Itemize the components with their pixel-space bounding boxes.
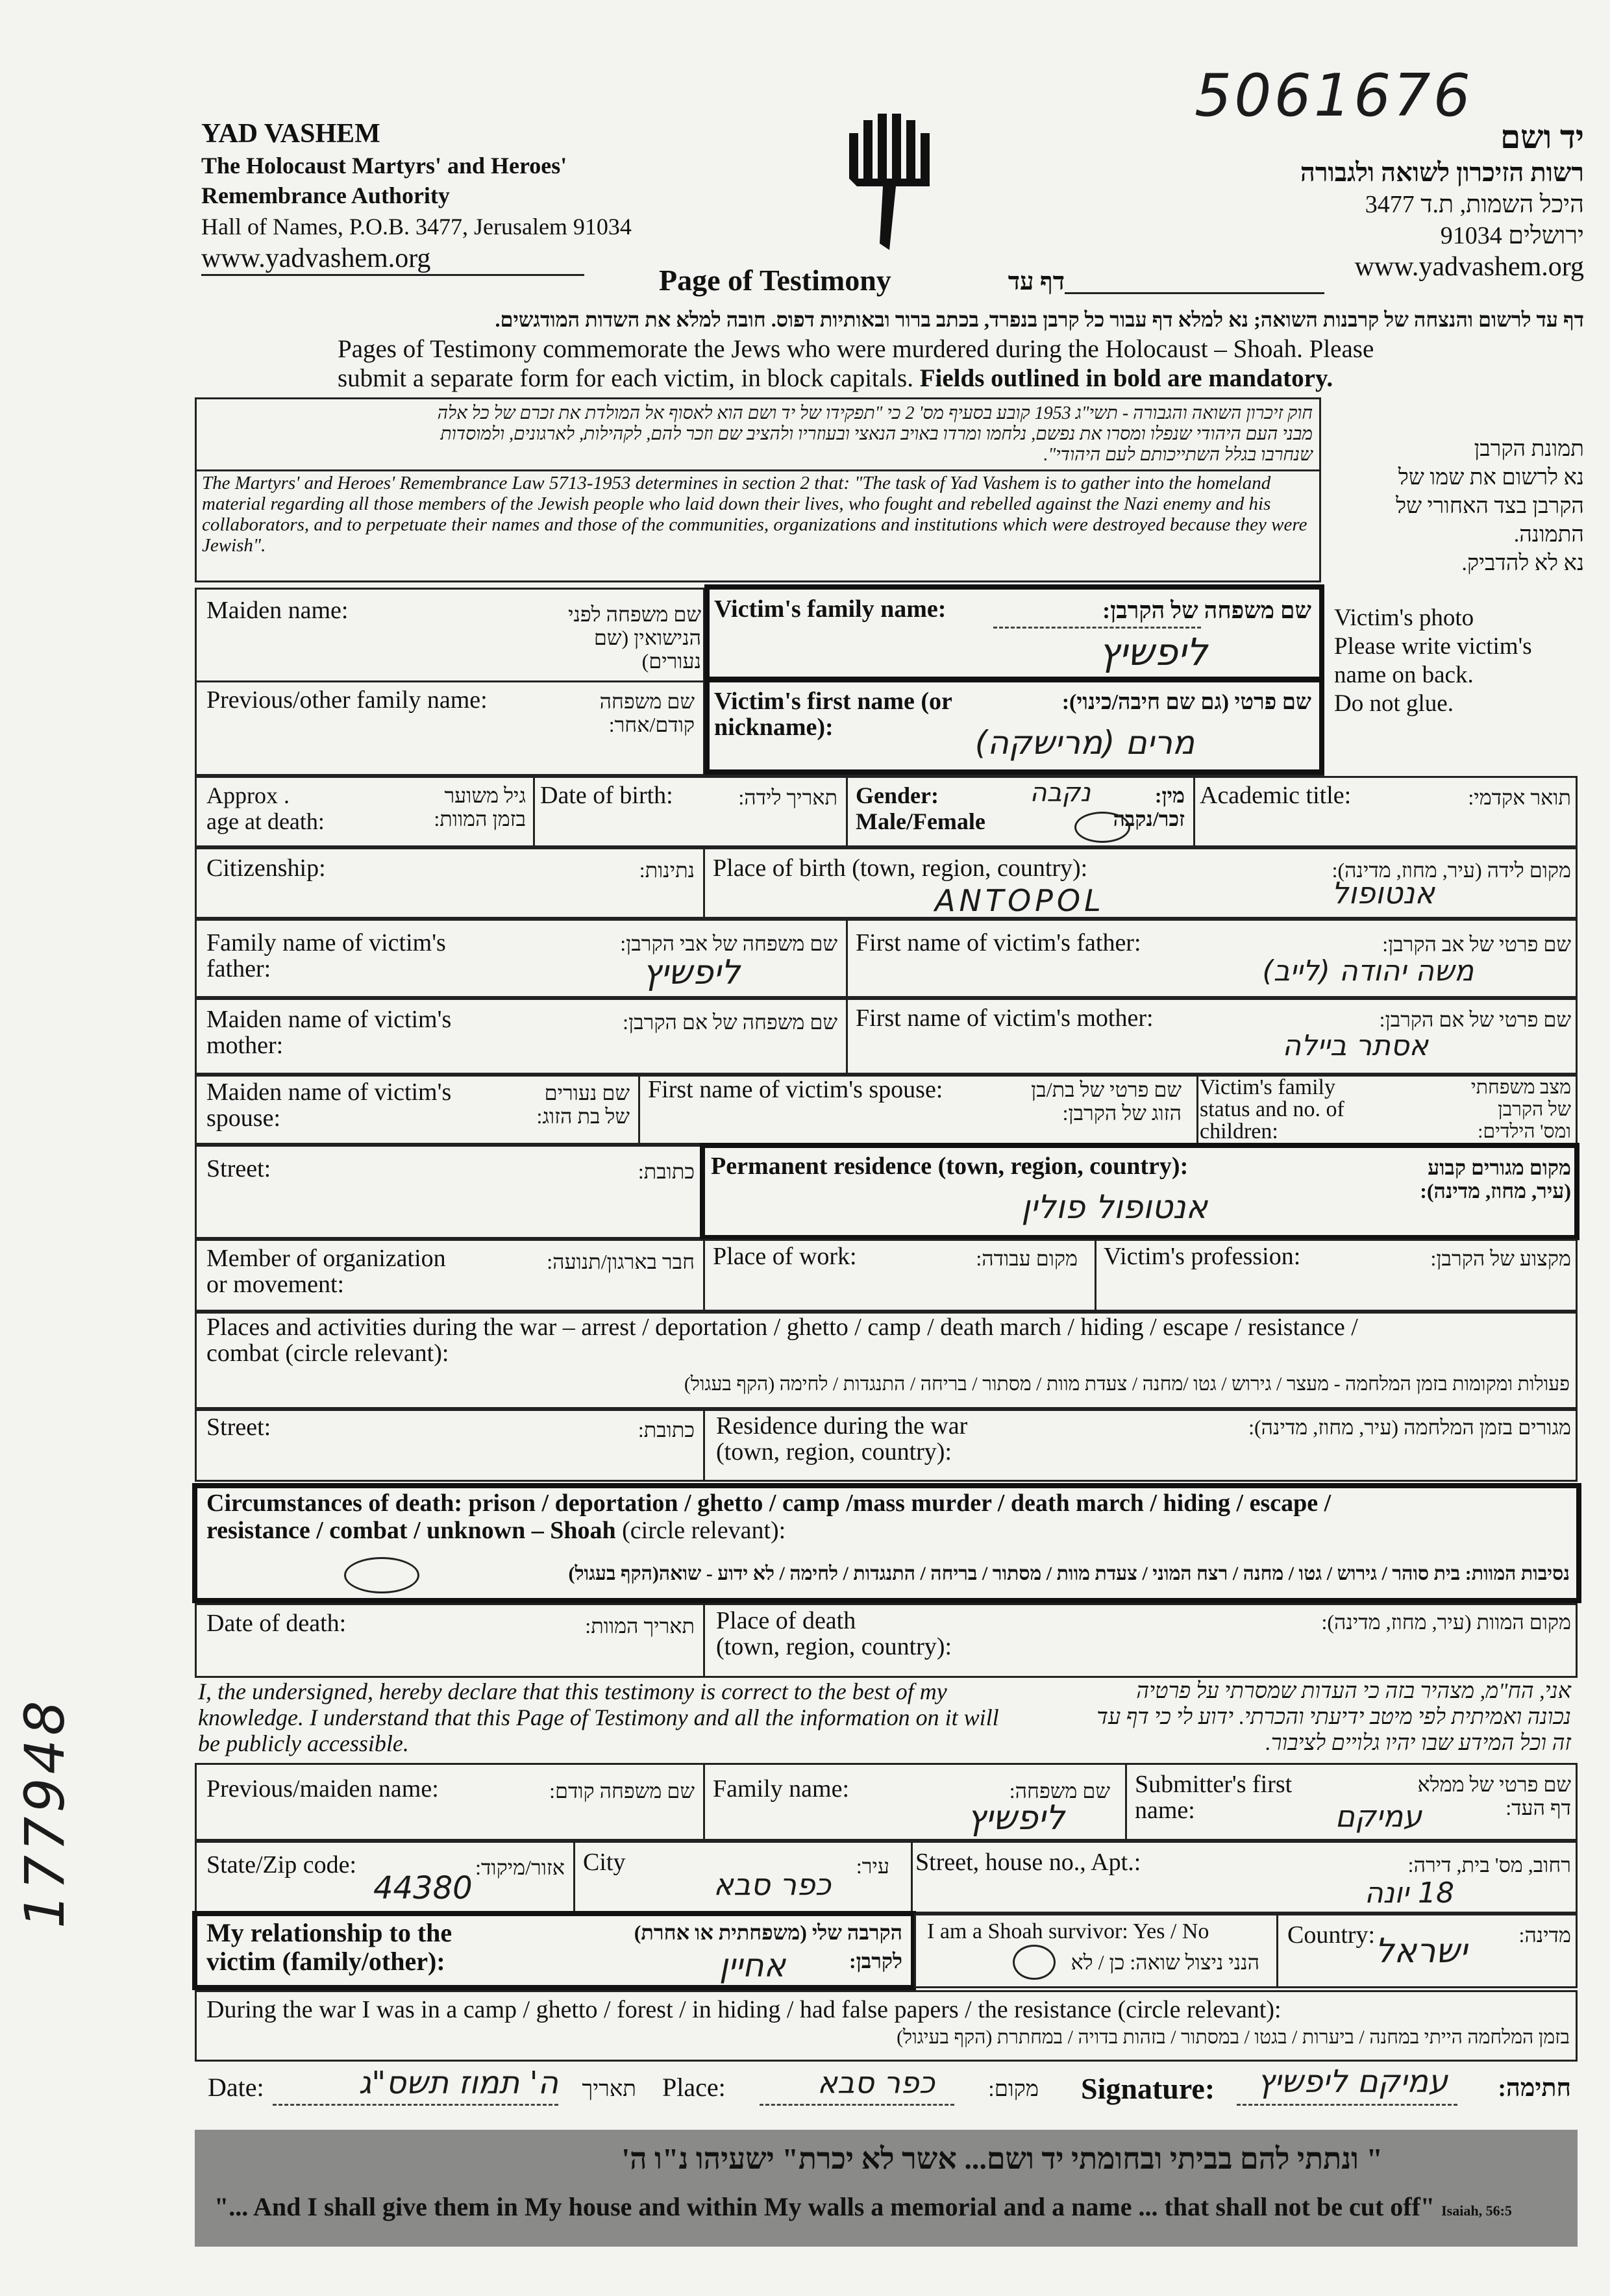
- intro-hebrew: דף עד לרשום והנצחה של קרבנות השואה; נא למלא דף עבור כל קרבן בנפרד, בכתב ברור ובאותיות דפוס. חובה למלא את השדות המודגשים.: [495, 308, 1584, 331]
- declaration-he-3: זה וכל המידע שבו יהיו גלויים לציבור.: [1265, 1731, 1571, 1755]
- date-label: Date:: [208, 2073, 264, 2102]
- father-family-label-1: Family name of victim's: [206, 929, 446, 956]
- death-date-label: Date of death:: [206, 1610, 347, 1637]
- v3: [1193, 778, 1195, 845]
- gender-he-2: זכר/נקבה: [1113, 807, 1185, 830]
- signature-label: Signature:: [1081, 2072, 1215, 2105]
- death-place-label-2: (town, region, country):: [716, 1633, 952, 1660]
- war-residence-label-2: (town, region, country):: [716, 1438, 952, 1466]
- v10: [1095, 1241, 1096, 1310]
- gender-circle: [1074, 812, 1130, 843]
- relationship-label: [206, 1919, 452, 1976]
- circumstances-label: [206, 1490, 1570, 1544]
- submitter-prev-maiden-label-he: שם משפחה קודם:: [549, 1779, 695, 1803]
- war-street-label-he: כתובת:: [638, 1418, 695, 1441]
- law-hebrew-2: מבני העם היהודי שנפלו ומסרו את נפשם, נלחמו ומרדו באויב הנאצי ובעוזריו ולהציב שם וזכר להם, לקהילות, לארגונים, ולמוסדות: [440, 424, 1313, 444]
- v13: [703, 1765, 705, 1839]
- mother-maiden-label-he: שם משפחה של אם הקרבן:: [623, 1010, 837, 1034]
- survivor-label-he: הנני ניצול שואה: כן / לא: [1071, 1951, 1259, 1974]
- country-label-he: מדינה:: [1518, 1923, 1571, 1947]
- academic-label-he: תואר אקדמי:: [1468, 786, 1571, 809]
- v6: [846, 1000, 848, 1073]
- website-en: www.yadvashem.org: [201, 243, 584, 276]
- photo-en-3: name on back.: [1334, 662, 1474, 688]
- v2: [846, 778, 848, 845]
- form-title-he: דף עד: [1008, 268, 1065, 295]
- spouse-maiden-he-1: שם נעורים: [544, 1081, 630, 1104]
- street-label: Street:: [206, 1155, 271, 1182]
- spouse-maiden-label-2: spouse:: [206, 1104, 280, 1132]
- intro-mandatory-note: Fields outlined in bold are mandatory.: [919, 364, 1333, 392]
- survivor-label: I am a Shoah survivor: Yes / No: [927, 1919, 1209, 1943]
- v16: [911, 1843, 913, 1912]
- photo-note-hebrew: [1324, 435, 1584, 578]
- birthplace-value-he[interactable]: אנטופול: [1331, 875, 1435, 910]
- mother-first-label: First name of victim's mother:: [856, 1004, 1154, 1032]
- father-first-label: First name of victim's father:: [856, 929, 1141, 956]
- signature-value[interactable]: עמיקם ליפשיץ: [1257, 2064, 1448, 2100]
- gender-label-2: Male/Female: [856, 808, 985, 834]
- spouse-maiden-label-1: Maiden name of victim's: [206, 1079, 452, 1106]
- birthplace-label: Place of birth (town, region, country):: [713, 855, 1088, 882]
- member-label-1: Member of organization: [206, 1245, 446, 1272]
- submitter-first-label-he: [1402, 1773, 1571, 1819]
- maiden-name-label: Maiden name:: [206, 597, 349, 624]
- birthplace-value-en[interactable]: ANTOPOL: [935, 883, 1105, 918]
- submitter-family-value[interactable]: ליפשיץ: [967, 1799, 1065, 1838]
- submitter-first-label-2: name:: [1135, 1797, 1195, 1824]
- submitter-first-label: [1135, 1771, 1292, 1823]
- spouse-first-label: First name of victim's spouse:: [648, 1076, 943, 1103]
- shoah-circle: [344, 1557, 419, 1593]
- circumstances-label-2: [206, 1517, 1570, 1544]
- citizenship-label: Citizenship:: [206, 855, 326, 882]
- academic-label: Academic title:: [1200, 782, 1352, 809]
- v5: [846, 921, 848, 996]
- prev-family-label-he: שם משפחה קודם/אחר:: [599, 690, 695, 736]
- age-label: [206, 782, 325, 834]
- circumstances-label-2b: (circle relevant):: [622, 1517, 786, 1544]
- intro-english-1: Pages of Testimony commemorate the Jews who were murdered during the Holocaust – Shoah. Please: [338, 335, 1374, 363]
- permanent-he-1: מקום מגורים קבוע: [1428, 1156, 1571, 1179]
- header-english: [201, 118, 721, 276]
- father-family-label: [206, 930, 446, 982]
- header-hebrew: [1169, 118, 1584, 282]
- survivor-no-circle: [1013, 1945, 1056, 1980]
- permanent-residence-label-he: [1337, 1156, 1571, 1203]
- street-label-he: כתובת:: [638, 1160, 695, 1183]
- intro-english-2: [338, 364, 1333, 393]
- spouse-first-he-2: הזוג של הקרבן:: [1062, 1101, 1182, 1125]
- v1: [533, 778, 535, 845]
- relationship-he-2: לקרבן:: [848, 1949, 902, 1973]
- handwritten-archive-number: 5061676: [1195, 62, 1473, 130]
- address-he1: היכל השמות, ת.ד 3477: [1365, 191, 1584, 218]
- photo-he-3: הקרבן בצד האחורי של: [1396, 494, 1584, 518]
- activities-label-2: combat (circle relevant):: [206, 1340, 449, 1367]
- relationship-label-1: My relationship to the: [206, 1918, 452, 1947]
- spouse-first-he-1: שם פרטי של בת/בן: [1031, 1078, 1182, 1101]
- date-line: [273, 2104, 558, 2106]
- footer-quote-band: [195, 2130, 1578, 2247]
- footer-quote-he: " ונתתי להם בביתי ובחומתי יד ושם... אשר לא יכרת" ישעיהו נ"ו ה': [621, 2142, 1383, 2175]
- v14: [1125, 1765, 1127, 1839]
- victim-first-name-value[interactable]: מרים (מרישקה): [974, 724, 1195, 762]
- dob-label: Date of birth:: [540, 782, 673, 809]
- gender-value[interactable]: נקבה: [1030, 778, 1091, 808]
- org-name-en: YAD VASHEM: [201, 119, 380, 149]
- victim-first-name-text: Victim's first name (or nickname):: [714, 688, 952, 741]
- during-war-label-he: בזמן המלחמה הייתי במחנה / ביערות / בגטו / במסתור / בזהות בדויה / במחתרת (הקף בעיגול): [897, 2027, 1570, 2048]
- war-street-label: Street:: [206, 1414, 271, 1441]
- father-family-value[interactable]: ליפשיץ: [642, 953, 740, 992]
- form-title-en: Page of Testimony: [659, 264, 891, 297]
- victim-family-name-value[interactable]: ליפשיץ: [1098, 630, 1208, 674]
- father-first-label-he: שם פרטי של אב הקרבן:: [1382, 932, 1571, 956]
- victim-family-name-label: Victim's family name:: [714, 595, 947, 623]
- declaration-he: [1026, 1678, 1571, 1756]
- death-date-label-he: תאריך המוות:: [585, 1614, 695, 1638]
- submitter-street-value[interactable]: 18 יונה: [1364, 1877, 1454, 1910]
- photo-he-2: נא לרשום את שמו של: [1398, 466, 1584, 490]
- family-status-2: status and no. of: [1200, 1097, 1344, 1121]
- v11: [703, 1411, 705, 1480]
- submitter-first-label-1: Submitter's first: [1135, 1771, 1293, 1798]
- death-place-label-he: מקום המוות (עיר, מחוז, מדינה):: [1321, 1610, 1571, 1634]
- signature-line: [1237, 2104, 1457, 2106]
- family-status-he-1: מצב משפחתי: [1470, 1077, 1571, 1098]
- war-residence-label-1: Residence during the war: [716, 1412, 968, 1440]
- spouse-first-label-he: [1013, 1078, 1182, 1125]
- law-box: [195, 397, 1321, 582]
- submitter-first-value[interactable]: עמיקם: [1335, 1799, 1422, 1834]
- age-he-2: בזמן המוות:: [434, 807, 526, 830]
- father-first-value[interactable]: משה יהודה (לייב): [1262, 955, 1474, 988]
- activities-label-he: פעולות ומקומות בזמן המלחמה - מעצר / גירוש / גטו /מחנה / צעדת מוות / מסתור / בריחה / התנגדות / לחימה (הקף בעגול): [684, 1373, 1570, 1395]
- activities-label: [206, 1314, 1570, 1366]
- permanent-he-2: (עיר, מחוז, מדינה):: [1420, 1179, 1571, 1203]
- workplace-label: Place of work:: [713, 1243, 857, 1270]
- photo-he-5: נא לא להדביק.: [1461, 551, 1584, 575]
- photo-en-4: Do not glue.: [1334, 690, 1454, 717]
- org-sub1-en: The Holocaust Martyrs' and Heroes': [201, 153, 567, 179]
- mother-maiden-label-1: Maiden name of victim's: [206, 1006, 452, 1033]
- permanent-residence-value[interactable]: אנטופול פולין: [1021, 1188, 1208, 1226]
- v7: [638, 1077, 640, 1143]
- relationship-value[interactable]: אחיין: [719, 1947, 786, 1984]
- address-en: Hall of Names, P.O.B. 3477, Jerusalem 91034: [201, 214, 632, 240]
- age-label-2: age at death:: [206, 808, 325, 834]
- org-name-he: יד ושם: [1500, 119, 1584, 155]
- photo-he-1: תמונת הקרבן: [1474, 437, 1584, 461]
- workplace-label-he: מקום עבודה:: [976, 1247, 1078, 1270]
- declaration-en: I, the undersigned, hereby declare that this testimony is correct to the best of my knowledge. I understand that this Page of Testimony and all the information on it will be publicly accessible.: [198, 1678, 999, 1756]
- v9: [703, 1241, 705, 1310]
- circumstances-label-1: Circumstances of death: prison / deportation / ghetto / camp /mass murder / death march / hiding / escape /: [206, 1490, 1331, 1517]
- maiden-name-label-he: שם משפחה לפני הנישואין (שם נעורים): [568, 603, 701, 673]
- age-he-1: גיל משוער: [444, 784, 526, 807]
- declaration-he-2: נכונה ואמיתית לפי מיטב ידיעתי והכרתי. ידוע לי כי דף עד: [1096, 1705, 1571, 1729]
- victim-first-name-label-he: שם פרטי (גם שם חיבה/כינוי):: [1061, 690, 1311, 714]
- relationship-he-1: הקרבה שלי (משפחתית או אחרת): [634, 1921, 902, 1944]
- spouse-maiden-he-2: של בת הזוג:: [536, 1104, 630, 1128]
- submitter-street-label-he: רחוב, מס' בית, דירה:: [1407, 1853, 1571, 1877]
- footer-quote-en-text: "... And I shall give them in My house and within My walls a memorial and a name ... that shall not be cut off": [214, 2192, 1435, 2221]
- submitter-first-he-1: שם פרטי של ממלא: [1417, 1773, 1571, 1796]
- member-label-he: חבר בארגון/תנועה:: [547, 1250, 695, 1273]
- law-english: The Martyrs' and Heroes' Remembrance Law 5713-1953 determines in section 2 that: "The task of Yad Vashem is to gather into the homeland material regarding all those members of the Jewish people who laid down their lives, who fought and rebelled against the Nazi enemy and his collaborators, and to perpetuate their names and those of the communities, organizations and institutions which were destroyed because they were Jewish".: [202, 473, 1307, 556]
- member-label-2: or movement:: [206, 1271, 345, 1298]
- death-place-label-1: Place of death: [716, 1607, 856, 1634]
- gender-label-1: Gender:: [856, 782, 939, 808]
- photo-en-1: Victim's photo: [1334, 605, 1474, 631]
- address-he2: ירושלים 91034: [1440, 222, 1584, 249]
- member-label: [206, 1245, 446, 1297]
- v8: [1196, 1077, 1198, 1143]
- submitter-first-he-2: דף העד:: [1505, 1796, 1571, 1819]
- v17: [1276, 1915, 1278, 1986]
- intro-english-2-text: submit a separate form for each victim, in block capitals.: [338, 364, 913, 392]
- v15: [573, 1843, 575, 1912]
- submitter-street-label: Street, house no., Apt.:: [915, 1849, 1141, 1876]
- title-underline: [1065, 292, 1324, 294]
- footer-quote-ref: Isaiah, 56:5: [1441, 2202, 1512, 2219]
- law-hebrew-3: שנחרבו בגלל השתייכותם לעם היהודי".: [1043, 445, 1313, 465]
- declaration-he-1: אני, הח"מ, מצהיר בזה כי העדות שמסרתי על פרטיה: [1136, 1679, 1571, 1703]
- zip-label: State/Zip code:: [206, 1851, 357, 1878]
- mother-first-value[interactable]: אסתר ביילה: [1282, 1029, 1428, 1062]
- country-value[interactable]: ישראל: [1374, 1932, 1467, 1971]
- father-family-label-he: שם משפחה של אבי הקרבן:: [620, 932, 837, 955]
- submitter-prev-maiden-label: Previous/maiden name:: [206, 1775, 439, 1803]
- dob-label-he: תאריך לידה:: [738, 786, 837, 809]
- mother-maiden-label: [206, 1006, 451, 1058]
- org-sub2-en: Remembrance Authority: [201, 182, 450, 208]
- footer-quote-en: [195, 2176, 1578, 2222]
- submitter-family-label: Family name:: [713, 1775, 850, 1803]
- gender-label: [856, 782, 985, 834]
- city-label-he: עיר:: [856, 1854, 889, 1878]
- family-name-line: [993, 627, 1201, 629]
- family-status-he-2: של הקרבן: [1498, 1099, 1571, 1120]
- age-label-1: Approx .: [206, 782, 290, 808]
- family-status-1: Victim's family: [1200, 1075, 1335, 1099]
- place-line: [760, 2104, 954, 2106]
- yad-vashem-logo: [844, 114, 935, 256]
- family-status-label-he: [1428, 1077, 1571, 1143]
- death-place-label: [716, 1608, 952, 1660]
- zip-value[interactable]: 44380: [373, 1870, 473, 1906]
- place-value[interactable]: כפר סבא: [817, 2065, 935, 2100]
- city-label: City: [583, 1849, 626, 1876]
- law-hebrew-1: חוק זיכרון השואה והגבורה - תשי"ג 1953 קובע בסעיף מס' 2 כי "תפקידו של יד ושם הוא לאסוף אל המולדת את זכרם של כל אלה: [437, 403, 1313, 423]
- family-status-he-3: ומס' הילדים:: [1478, 1121, 1571, 1142]
- circumstances-label-he: נסיבות המוות: בית סוהר / גירוש / גטו / מחנה / רצח המוני / צעדת מוות / מסתור / בריחה / התנגדות / לחימה / לא ידוע - שואה(הקף בעגול): [568, 1563, 1570, 1584]
- country-label: Country:: [1287, 1921, 1376, 1949]
- signature-label-he: חתימה:: [1498, 2075, 1571, 2102]
- war-residence-label-he: מגורים בזמן המלחמה (עיר, מחוז, מדינה):: [1248, 1416, 1571, 1439]
- photo-note-english: [1334, 604, 1581, 718]
- birthplace-label-he: מקום לידה (עיר, מחוז, מדינה):: [1331, 858, 1571, 882]
- prev-family-label: Previous/other family name:: [206, 686, 488, 714]
- v4: [703, 849, 705, 917]
- mother-maiden-label-2: mother:: [206, 1032, 284, 1059]
- date-label-he: תאריך: [582, 2077, 636, 2101]
- gender-he-1: מין:: [1154, 784, 1185, 807]
- city-value[interactable]: כפר סבא: [713, 1867, 831, 1902]
- photo-he-4: התמונה.: [1513, 523, 1584, 547]
- mother-first-label-he: שם פרטי של אם הקרבן:: [1379, 1008, 1571, 1031]
- v12: [703, 1605, 705, 1676]
- profession-label: Victim's profession:: [1104, 1243, 1301, 1270]
- profession-label-he: מקצוע של הקרבן:: [1430, 1247, 1571, 1270]
- family-status-3: children:: [1200, 1119, 1278, 1143]
- place-label-he: מקום:: [988, 2077, 1039, 2101]
- zip-label-he: אזור/מיקוד:: [475, 1856, 565, 1879]
- permanent-residence-label: Permanent residence (town, region, country):: [711, 1153, 1189, 1180]
- spouse-maiden-label-he: [513, 1081, 630, 1128]
- spouse-maiden-label: [206, 1079, 451, 1131]
- place-label: Place:: [662, 2073, 726, 2102]
- father-family-label-2: father:: [206, 955, 271, 982]
- date-value[interactable]: ה' תמוז תשס"ג: [358, 2065, 558, 2101]
- activities-label-1: Places and activities during the war – arrest / deportation / ghetto / camp / death march / hiding / escape / resistance /: [206, 1314, 1358, 1341]
- relationship-label-2: victim (family/other):: [206, 1947, 445, 1976]
- during-war-label: During the war I was in a camp / ghetto / forest / in hiding / had false papers / the resistance (circle relevant):: [206, 1996, 1282, 2023]
- citizenship-label-he: נתינות:: [639, 858, 695, 882]
- photo-en-2: Please write victim's: [1334, 633, 1532, 660]
- circumstances-label-2a: resistance / combat / unknown – Shoah: [206, 1517, 616, 1544]
- org-sub-he: רשות הזיכרון לשואה ולגבורה: [1300, 158, 1584, 187]
- war-residence-label: [716, 1413, 967, 1465]
- victim-family-name-label-he: שם משפחה של הקרבן:: [1102, 597, 1311, 623]
- submitter-family-label-he: שם משפחה:: [1009, 1779, 1110, 1803]
- side-archive-number: 177948: [13, 1697, 77, 1928]
- age-label-he: [390, 784, 526, 830]
- website-he: www.yadvashem.org: [1354, 252, 1584, 282]
- family-status-label: [1200, 1077, 1344, 1143]
- row-divider: [197, 680, 703, 682]
